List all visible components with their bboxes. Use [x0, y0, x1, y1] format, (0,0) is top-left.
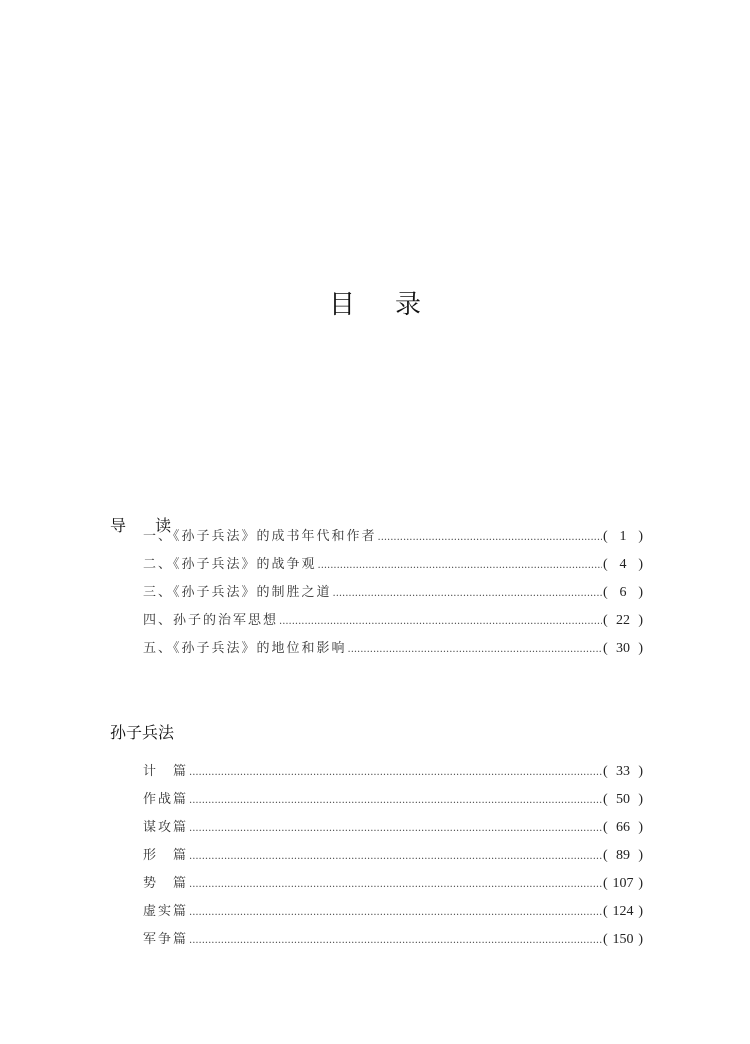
toc-entry[interactable]: [143, 525, 643, 553]
page-number: 124: [612, 904, 634, 919]
dot-leader: [189, 851, 602, 862]
toc-entry[interactable]: [143, 844, 643, 872]
page-number: 1: [619, 529, 627, 544]
toc-entry-page: ( 33 ): [603, 764, 643, 779]
dot-leader: [189, 795, 602, 806]
section-heading-sunzi-bingfa: 孙子兵法: [110, 723, 175, 742]
page-title: [0, 284, 750, 321]
page-number: 6: [619, 585, 627, 600]
toc-entry-page: ( 22 ): [603, 613, 643, 628]
toc-entry-page: ( 4 ): [603, 557, 643, 572]
toc-entry-page: ( 124 ): [603, 904, 643, 919]
page-number: 66: [616, 820, 630, 835]
toc-entry[interactable]: [143, 788, 643, 816]
toc-entry-label[interactable]: 虚实篇: [143, 904, 189, 919]
toc-entry-page: ( 150 ): [603, 932, 643, 947]
toc-entry[interactable]: [143, 928, 643, 956]
toc-entry-page: ( 6 ): [603, 585, 643, 600]
title-char-1: 目: [328, 290, 355, 320]
dot-leader: [318, 560, 602, 571]
dot-leader: [348, 644, 602, 655]
toc-entry-label[interactable]: 军争篇: [143, 932, 189, 947]
toc-entry-page: ( 1 ): [603, 529, 643, 544]
toc-entry-label[interactable]: 一、《孙子兵法》的成书年代和作者: [143, 529, 377, 544]
toc-entry-label[interactable]: 形 篇: [143, 848, 189, 863]
page-number: 30: [616, 641, 630, 656]
dot-leader: [189, 823, 602, 834]
toc-entry[interactable]: [143, 760, 643, 788]
toc-entry-page: ( 66 ): [603, 820, 643, 835]
toc-entry-label[interactable]: 计 篇: [143, 764, 189, 779]
page-number: 150: [612, 932, 634, 947]
toc-list-introduction: [143, 525, 643, 665]
toc-entry[interactable]: [143, 872, 643, 900]
toc-entry-page: ( 50 ): [603, 792, 643, 807]
title-char-2: 录: [395, 290, 422, 320]
page-number: 33: [616, 764, 630, 779]
toc-entry[interactable]: [143, 581, 643, 609]
toc-entry-page: ( 30 ): [603, 641, 643, 656]
dot-leader: [189, 935, 602, 946]
toc-entry-label[interactable]: 五、《孙子兵法》的地位和影响: [143, 641, 347, 656]
dot-leader: [279, 616, 602, 627]
toc-entry-label[interactable]: 势 篇: [143, 876, 189, 891]
toc-entry-label[interactable]: 谋攻篇: [143, 820, 189, 835]
toc-entry[interactable]: [143, 553, 643, 581]
toc-entry[interactable]: [143, 900, 643, 928]
dot-leader: [189, 907, 602, 918]
toc-entry-label[interactable]: 四、孙子的治军思想: [143, 613, 279, 628]
dot-leader: [378, 532, 602, 543]
toc-entry[interactable]: [143, 637, 643, 665]
dot-leader: [189, 767, 602, 778]
dot-leader: [333, 588, 602, 599]
toc-entry-label[interactable]: 二、《孙子兵法》的战争观: [143, 557, 317, 572]
toc-entry-label[interactable]: 三、《孙子兵法》的制胜之道: [143, 585, 332, 600]
page-number: 22: [616, 613, 630, 628]
page-number: 50: [616, 792, 630, 807]
toc-entry-page: ( 89 ): [603, 848, 643, 863]
dot-leader: [189, 879, 602, 890]
toc-entry-label[interactable]: 作战篇: [143, 792, 189, 807]
page-number: 89: [616, 848, 630, 863]
page-number: 107: [612, 876, 634, 891]
section-heading-introduction: 导 读: [110, 516, 184, 535]
toc-list-chapters: [143, 760, 643, 956]
page-number: 4: [619, 557, 627, 572]
toc-entry[interactable]: [143, 816, 643, 844]
toc-entry-page: ( 107 ): [603, 876, 643, 891]
toc-entry[interactable]: [143, 609, 643, 637]
